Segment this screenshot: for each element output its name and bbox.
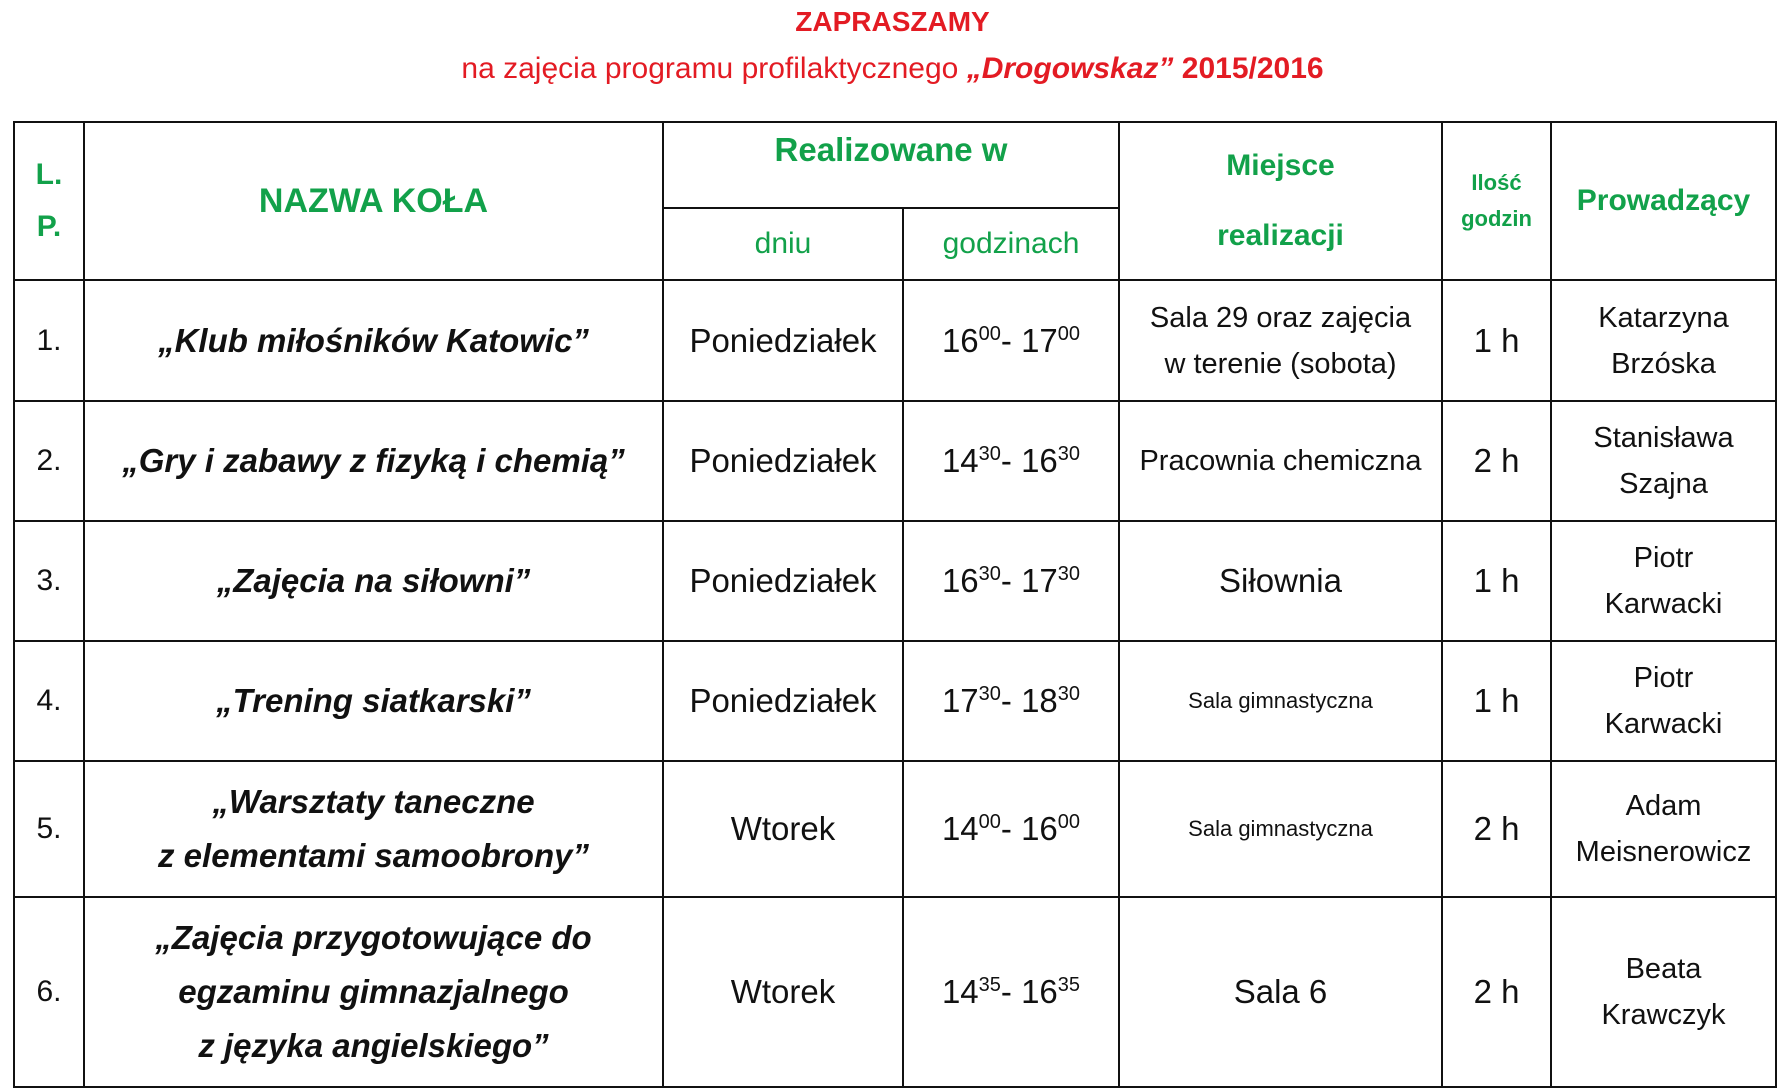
header-time: godzinach (903, 208, 1119, 280)
activity-leader-line: Adam (1625, 790, 1702, 822)
end-hour: 16 (1021, 810, 1058, 847)
activity-leader-line: Karwacki (1604, 708, 1723, 740)
activity-name-line: „Zajęcia na siłowni” (216, 562, 531, 599)
activity-place-line: Sala gimnastyczna (1188, 816, 1373, 841)
table-row (14, 401, 1776, 521)
start-minutes: 30 (978, 683, 1001, 705)
activity-name-line: „Zajęcia przygotowujące do (155, 919, 592, 956)
school-year: 2015/2016 (1181, 52, 1324, 85)
activity-place (1119, 641, 1442, 761)
activity-leader-line: Beata (1625, 953, 1702, 985)
activity-place-line: w terenie (sobota) (1164, 347, 1397, 380)
end-minutes: 30 (1057, 683, 1081, 705)
end-minutes: 35 (1057, 974, 1081, 996)
activity-place-line: Siłownia (1219, 562, 1342, 599)
poster-title: ZAPRASZAMY (795, 6, 990, 37)
header-name: NAZWA KOŁA (84, 122, 663, 280)
end-hour: 16 (1021, 442, 1058, 479)
activity-place (1119, 897, 1442, 1087)
activity-day: Wtorek (663, 897, 903, 1087)
activity-leader-line: Krawczyk (1601, 999, 1726, 1031)
table-row (14, 897, 1776, 1087)
start-minutes: 35 (978, 974, 1001, 996)
activity-hours-count: 1 h (1442, 641, 1551, 761)
start-minutes: 00 (978, 811, 1001, 833)
table-row (14, 641, 1776, 761)
header-row-top (14, 122, 1776, 208)
end-hour: 16 (1021, 973, 1058, 1010)
activity-name (84, 280, 663, 401)
activity-name-line: „Klub miłośników Katowic” (158, 321, 589, 359)
header-place: Miejsce realizacji (1119, 122, 1442, 280)
activity-hours-count: 1 h (1442, 280, 1551, 401)
activity-place (1119, 761, 1442, 897)
activity-name (84, 521, 663, 641)
row-number: 2. (14, 401, 84, 521)
activity-time: $16^{00}-$ $17^{00}$ (903, 280, 1119, 401)
header-leader: Prowadzący (1551, 122, 1776, 280)
activity-hours-count: 1 h (1442, 521, 1551, 641)
activity-leader-line: Piotr (1633, 542, 1694, 574)
activity-leader (1551, 641, 1776, 761)
start-hour: 16 (941, 562, 979, 599)
activity-hours-count: 2 h (1442, 401, 1551, 521)
activity-place-line: Sala 29 oraz zajęcia (1149, 301, 1412, 334)
activity-leader (1551, 897, 1776, 1087)
activity-leader (1551, 401, 1776, 521)
activity-time: $14^{35}-$ $16^{35}$ (903, 897, 1119, 1087)
row-number: 6. (14, 897, 84, 1087)
header-day: dniu (663, 208, 903, 280)
activity-leader (1551, 280, 1776, 401)
poster-subtitle (0, 52, 1785, 86)
start-minutes: 00 (978, 322, 1001, 345)
activity-leader (1551, 521, 1776, 641)
activity-name (84, 897, 663, 1087)
activity-name (84, 641, 663, 761)
activity-day: Poniedziałek (663, 521, 903, 641)
end-hour: 17 (1021, 321, 1058, 359)
activity-day: Poniedziałek (663, 641, 903, 761)
table-row (14, 280, 1776, 401)
activity-time: $14^{30}-$ $16^{30}$ (903, 401, 1119, 521)
start-minutes: 30 (978, 563, 1001, 585)
row-number: 4. (14, 641, 84, 761)
activity-name-line: z języka angielskiego” (198, 1027, 549, 1064)
subtitle-prefix: na zajęcia programu profilaktycznego (461, 52, 959, 85)
activity-day: Wtorek (663, 761, 903, 897)
header-hours-count: Ilość godzin (1442, 122, 1551, 280)
activity-place-line: Pracownia chemiczna (1139, 445, 1422, 477)
start-hour: 14 (941, 810, 979, 847)
end-hour: 17 (1021, 562, 1058, 599)
activity-place-line: Sala 6 (1233, 973, 1328, 1010)
start-minutes: 30 (978, 443, 1001, 465)
activity-name (84, 761, 663, 897)
activity-leader (1551, 761, 1776, 897)
end-minutes: 00 (1057, 811, 1081, 833)
activity-leader-line: Meisnerowicz (1575, 836, 1752, 868)
start-hour: 14 (941, 442, 979, 479)
activity-hours-count: 2 h (1442, 761, 1551, 897)
start-hour: 16 (941, 321, 979, 359)
activity-time: $14^{00}-$ $16^{00}$ (903, 761, 1119, 897)
schedule-table (13, 121, 1777, 1088)
header-realized-in: Realizowane w (663, 122, 1119, 208)
row-number: 1. (14, 280, 84, 401)
activity-name-line: egzaminu gimnazjalnego (178, 973, 569, 1010)
header-lp: L. P. (14, 122, 84, 280)
start-hour: 17 (941, 682, 979, 719)
table-row (14, 761, 1776, 897)
row-number: 3. (14, 521, 84, 641)
end-hour: 18 (1021, 682, 1058, 719)
activity-name (84, 401, 663, 521)
activity-hours-count: 2 h (1442, 897, 1551, 1087)
activity-name-line: z elementami samoobrony” (158, 837, 589, 874)
activity-place-line: Sala gimnastyczna (1188, 688, 1373, 713)
activity-leader-line: Piotr (1633, 662, 1694, 694)
activity-leader-line: Stanisława (1593, 422, 1734, 454)
activity-time: $16^{30}-$ $17^{30}$ (903, 521, 1119, 641)
activity-place (1119, 401, 1442, 521)
end-minutes: 30 (1057, 563, 1081, 585)
activity-day: Poniedziałek (663, 280, 903, 401)
activity-leader-line: Karwacki (1604, 588, 1723, 620)
activity-place (1119, 521, 1442, 641)
activity-leader-line: Brzóska (1611, 347, 1716, 380)
activity-place (1119, 280, 1442, 401)
activity-leader-line: Katarzyna (1598, 301, 1729, 334)
activity-day: Poniedziałek (663, 401, 903, 521)
activity-name-line: „Warsztaty taneczne (212, 783, 535, 820)
start-hour: 14 (941, 973, 979, 1010)
activity-name-line: „Trening siatkarski” (216, 682, 531, 719)
activity-leader-line: Szajna (1619, 468, 1708, 500)
table-row (14, 521, 1776, 641)
activity-name-line: „Gry i zabawy z fizyką i chemią” (122, 442, 625, 479)
end-minutes: 30 (1057, 443, 1081, 465)
program-name: „Drogowskaz” (966, 52, 1174, 85)
end-minutes: 00 (1057, 322, 1081, 345)
row-number: 5. (14, 761, 84, 897)
activity-time: $17^{30}-$ $18^{30}$ (903, 641, 1119, 761)
